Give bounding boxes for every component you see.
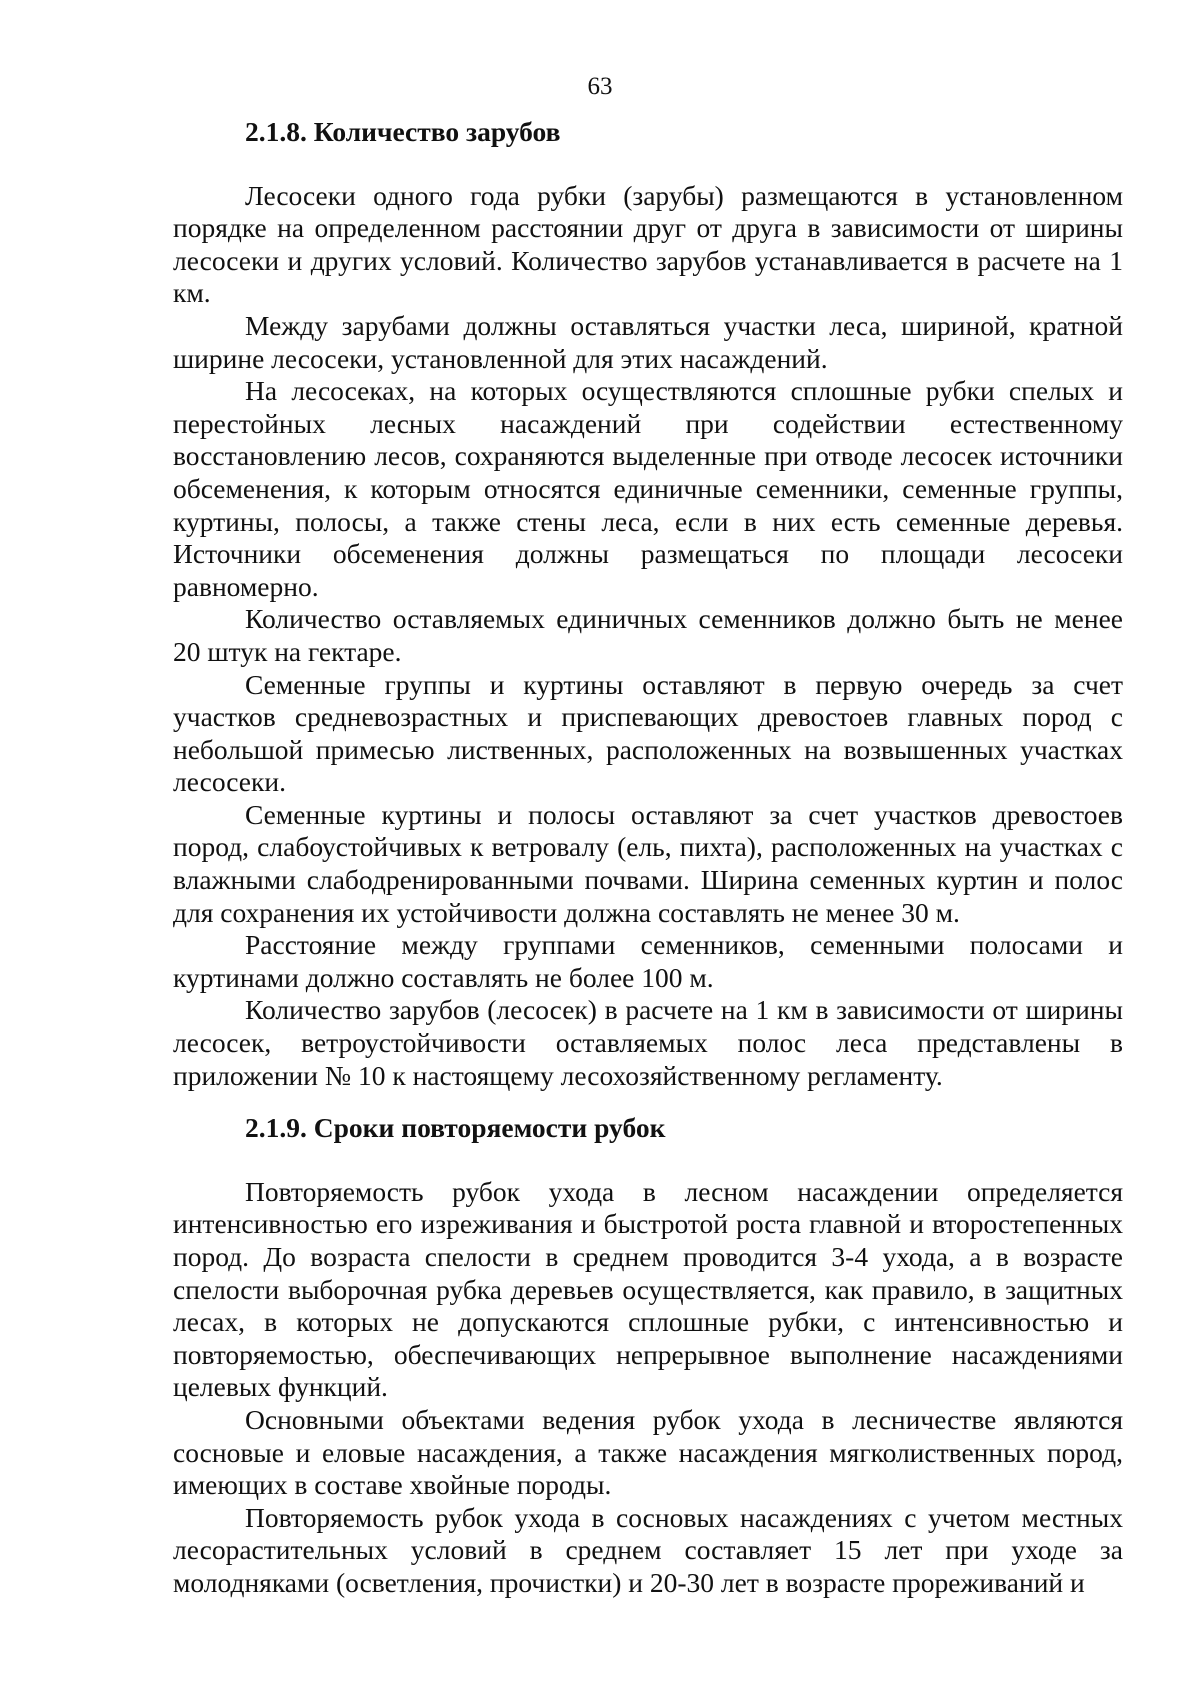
section-2-1-8 <box>173 116 1123 1092</box>
paragraph: Количество зарубов (лесосек) в расчете на 1 км в зависимости от ширины лесосек, ветроустойчивости оставляемых полос леса представлены в приложении № 10 к настоящему лесохозяйственному регламенту. <box>173 994 1123 1091</box>
section-heading: 2.1.9. Сроки повторяемости рубок <box>245 1112 666 1144</box>
page-number: 63 <box>587 73 613 100</box>
paragraph: Расстояние между группами семенников, семенными полосами и куртинами должно составлять не более 100 м. <box>173 929 1123 993</box>
paragraph: Семенные группы и куртины оставляют в первую очередь за счет участков средневозрастных и приспевающих древостоев главных пород с небольшой примесью лиственных, расположенных на возвышенных участках лесосеки. <box>173 668 1123 798</box>
paragraph: На лесосеках, на которых осуществляются сплошные рубки спелых и перестойных лесных насаждений при содействии естественному восстановлению лесов, сохраняются выделенные при отводе лесосек источники обсеменения, к которым относятся единичные семенники, семенные группы, куртины, полосы, а также стены леса, если в них есть семенные деревья. Источники обсеменения должны размещаться по площади лесосеки равномерно. <box>173 375 1123 602</box>
paragraph: Основными объектами ведения рубок ухода в лесничестве являются сосновые и еловые насаждения, а также насаждения мягколиственных пород, имеющих в составе хвойные породы. <box>173 1403 1123 1501</box>
paragraph: Между зарубами должны оставляться участки леса, шириной, кратной ширине лесосеки, установленной для этих насаждений. <box>173 309 1123 374</box>
paragraph: Семенные куртины и полосы оставляют за счет участков древостоев пород, слабоустойчивых к ветровалу (ель, пихта), расположенных на участках с влажными слабодренированными почвами. Ширина семенных куртин и полос для сохранения их устойчивости должна составлять не менее 30 м. <box>173 798 1123 928</box>
section-2-1-9 <box>173 1112 1123 1599</box>
paragraph: Лесосеки одного года рубки (зарубы) размещаются в установленном порядке на определенном расстоянии друг от друга в зависимости от ширины лесосеки и других условий. Количество зарубов устанавливается в расчете на 1 км. <box>173 179 1123 309</box>
page-content <box>173 116 1123 1600</box>
paragraph: Повторяемость рубок ухода в сосновых насаждениях с учетом местных лесорастительных условий в среднем составляет 15 лет при уходе за молодняками (осветления, прочистки) и 20-30 лет в возрасте прореживаний и <box>173 1501 1123 1598</box>
paragraph: Количество оставляемых единичных семенников должно быть не менее 20 штук на гектаре. <box>173 603 1123 667</box>
paragraph: Повторяемость рубок ухода в лесном насаждении определяется интенсивностью его изреживания и быстротой роста главной и второстепенных пород. До возраста спелости в среднем проводится 3-4 ухода, а в возрасте спелости выборочная рубка деревьев осуществляется, как правило, в защитных лесах, в которых не допускаются сплошные рубки, с интенсивностью и повторяемостью, обеспечивающих непрерывное выполнение насаждениями целевых функций. <box>173 1175 1123 1403</box>
section-heading: 2.1.8. Количество зарубов <box>245 116 561 147</box>
